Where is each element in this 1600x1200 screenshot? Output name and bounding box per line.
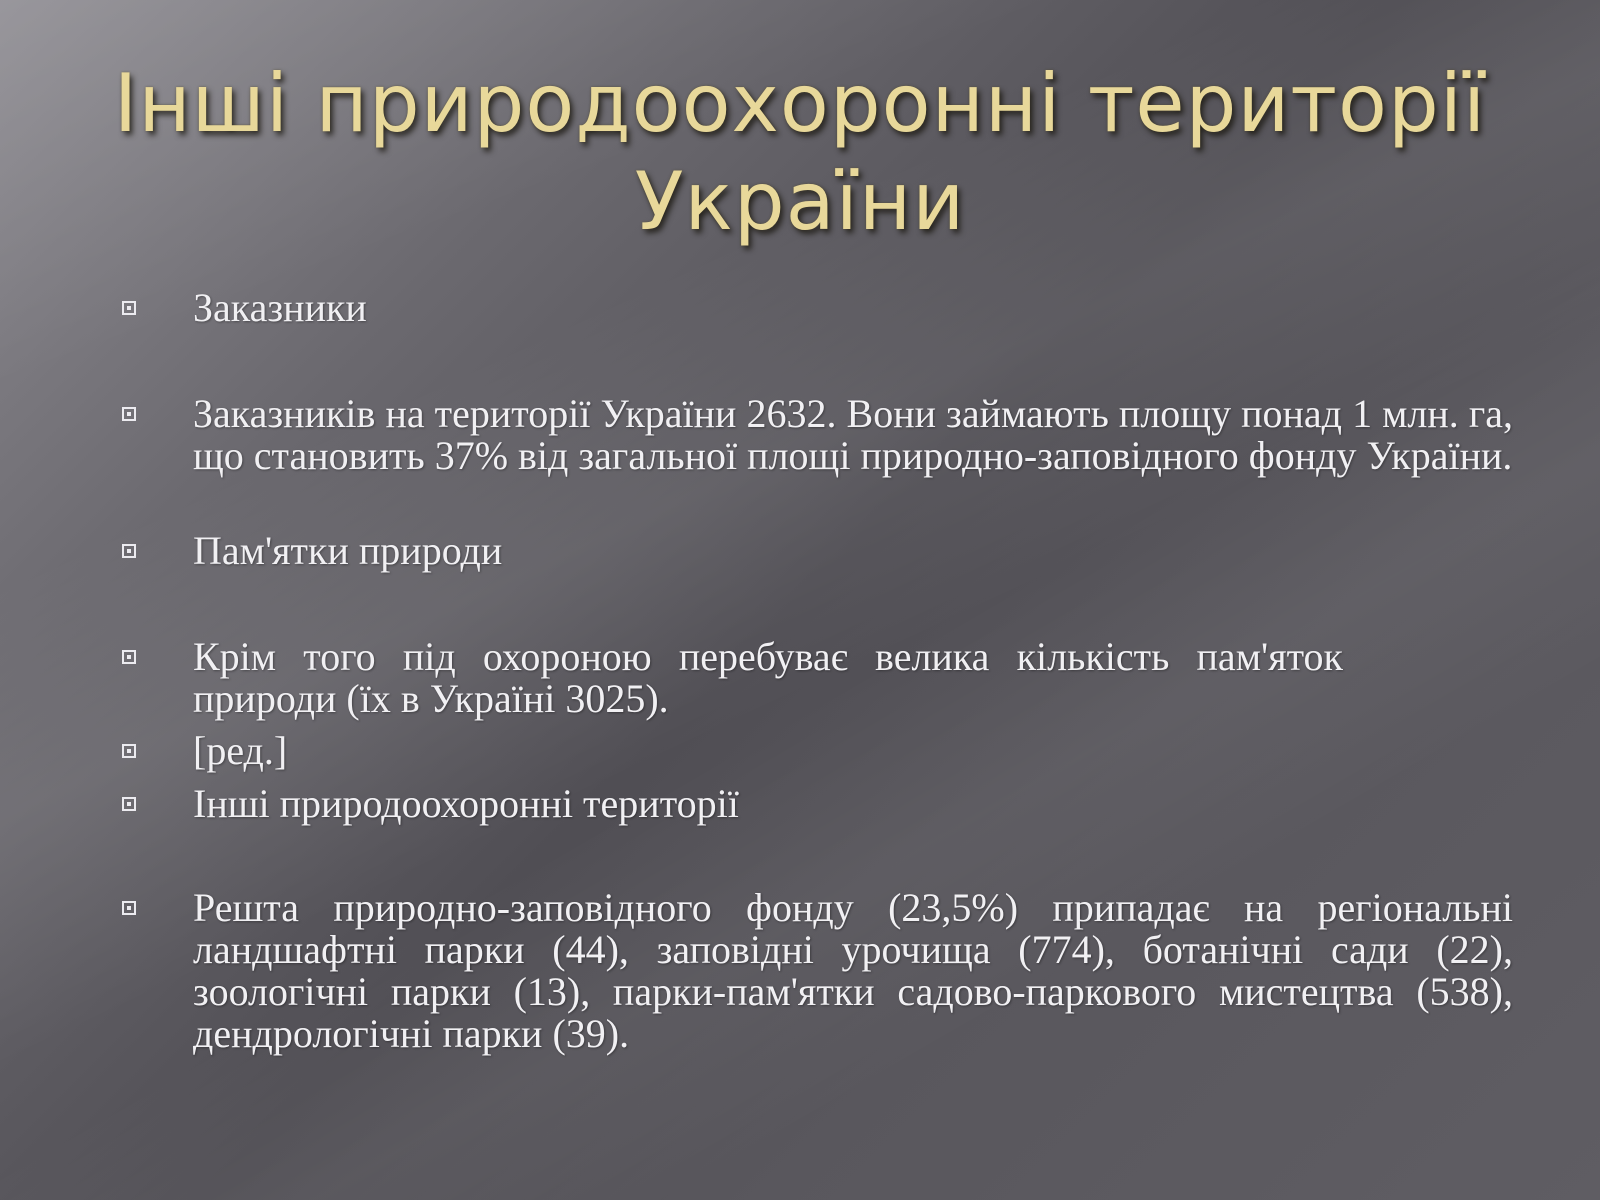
square-bullet-icon bbox=[122, 744, 136, 758]
bullet-text: Решта природно-заповідного фонду (23,5%) припадає на регіональні ландшафтні парки (44), заповідні урочища (774), ботанічні сади (22), зоологічні парки (13), парки-пам'ятки садово-паркового мистецтва (538), дендрологічні парки (39). bbox=[193, 885, 1513, 1056]
slide-title: Інші природоохоронні території України bbox=[113, 57, 1487, 248]
square-bullet-icon bbox=[122, 407, 136, 421]
square-bullet-icon bbox=[122, 797, 136, 811]
square-bullet-icon bbox=[122, 544, 136, 558]
bullet-text: Заказники bbox=[193, 285, 367, 330]
bullet-text: Заказників на території України 2632. Вони займають площу понад 1 млн. га, що становить 37% від загальної площі природно-заповідного фонду України. bbox=[193, 391, 1513, 478]
bullet-text: Інші природоохоронні території bbox=[193, 781, 739, 826]
bullet-text: Пам'ятки природи bbox=[193, 528, 503, 573]
square-bullet-icon bbox=[122, 901, 136, 915]
square-bullet-icon bbox=[122, 650, 136, 664]
square-bullet-icon bbox=[122, 301, 136, 315]
bullet-text: [ред.] bbox=[193, 728, 288, 773]
bullet-text: Крім того під охороною перебуває велика кількість пам'яток природи (їх в Україні 3025). bbox=[193, 634, 1343, 721]
